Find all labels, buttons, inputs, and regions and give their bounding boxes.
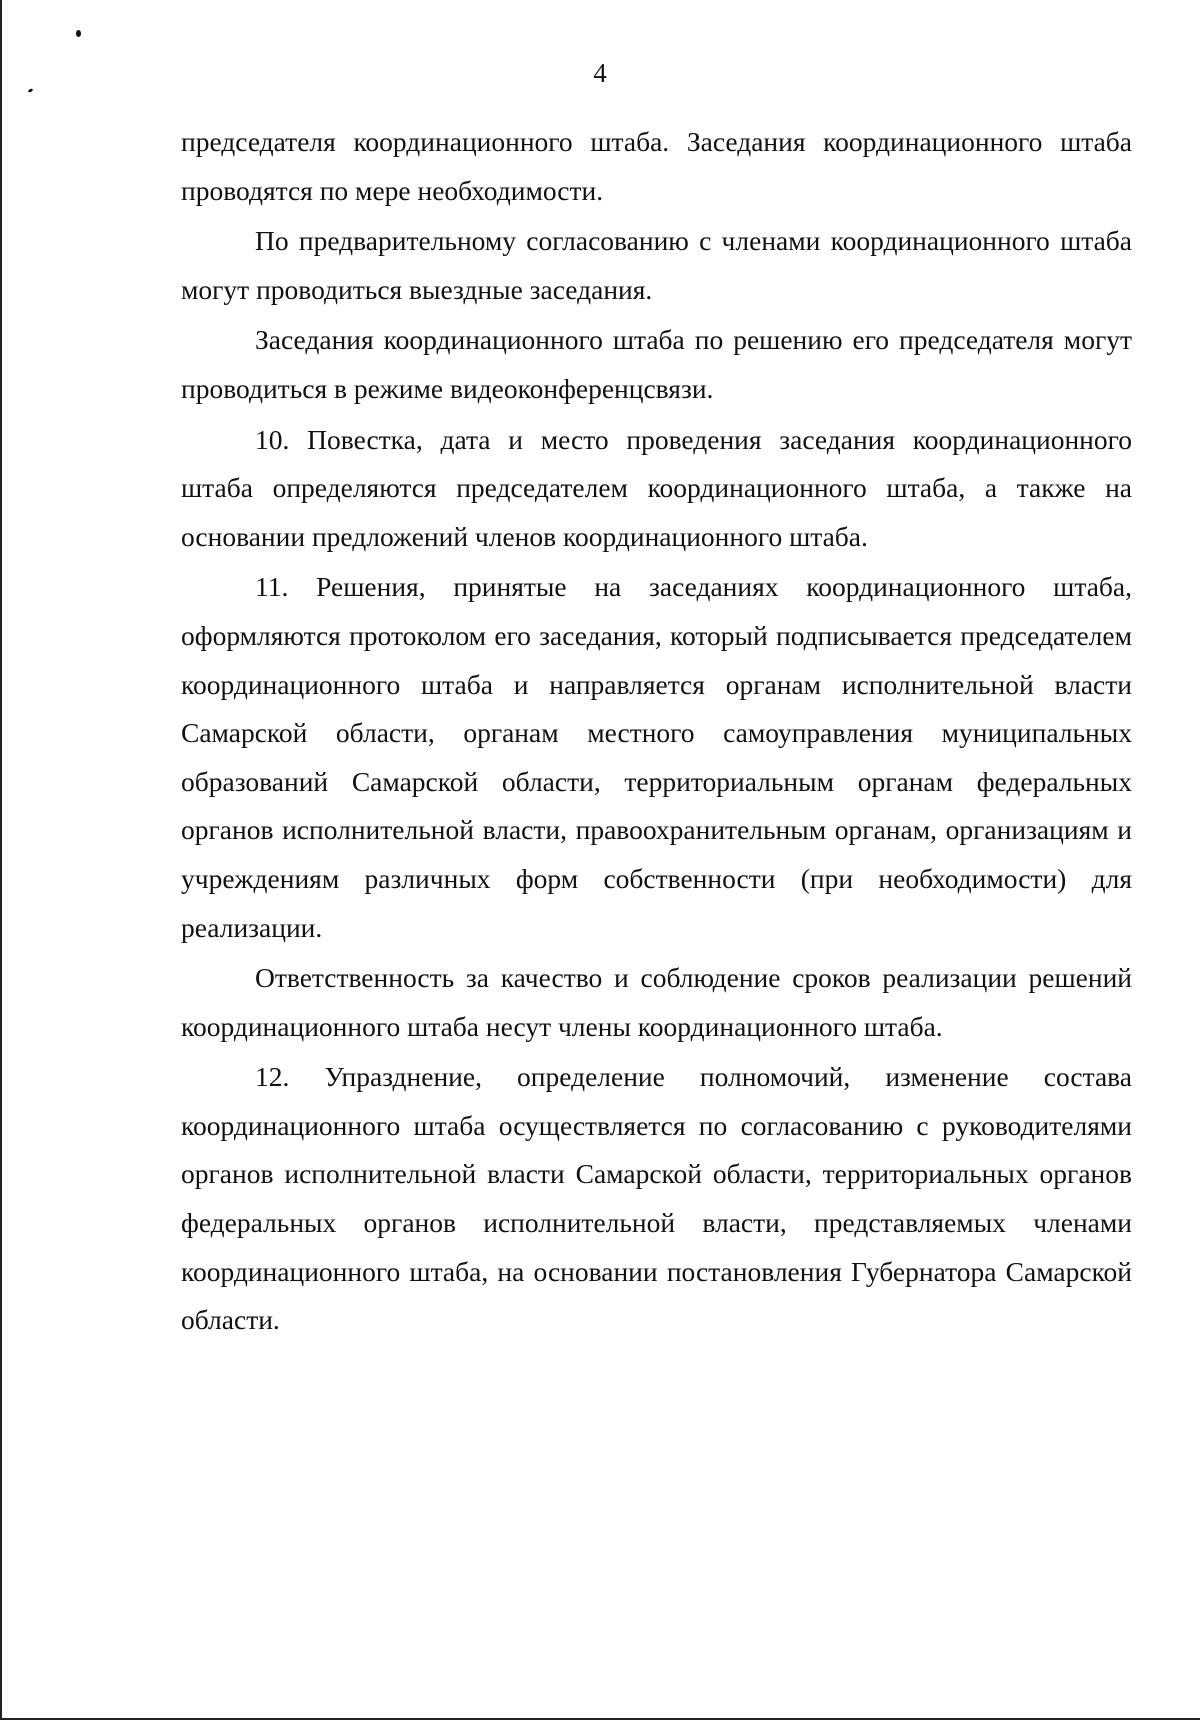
paragraph-item-12: 12. Упразднение, определение полномочий, изменение состава координационного штаба осуществляется по согласованию с руководителями органов исполнительной власти Самарской области, территориальных органов федеральных органов исполнительной власти, представляемых членами координационного штаба, на основании постановления Губернатора Самарской области. [181, 1061, 1132, 1336]
scan-speck [76, 30, 81, 37]
document-body [181, 118, 1132, 1345]
paragraph-field-meetings: По предварительному согласованию с членами координационного штаба могут проводиться выездные заседания. [181, 225, 1132, 305]
paragraph-videoconference: Заседания координационного штаба по решению его председателя могут проводиться в режиме видеоконференцсвязи. [181, 324, 1132, 404]
paragraph-continuation: председателя координационного штаба. Заседания координационного штаба проводятся по мере необходимости. [181, 126, 1132, 206]
paragraph-responsibility: Ответственность за качество и соблюдение сроков реализации решений координационного штаба несут члены координационного штаба. [181, 962, 1132, 1042]
paragraph-item-10: 10. Повестка, дата и место проведения заседания координационного штаба определяются председателем координационного штаба, а также на основании предложений членов координационного штаба. [181, 423, 1132, 552]
scan-left-edge [0, 0, 2, 1720]
page-number: 4 [593, 58, 607, 88]
paragraph-item-11: 11. Решения, принятые на заседаниях координационного штаба, оформляются протоколом его заседания, который подписывается председателем координационного штаба и направляется органам исполнительной власти Самарской области, органам местного самоуправления муниципальных образований Самарской области, территориальным органам федеральных органов исполнительной власти, правоохранительным органам, организациям и учреждениям различных форм собственности (при необходимости) для реализации. [181, 571, 1132, 943]
